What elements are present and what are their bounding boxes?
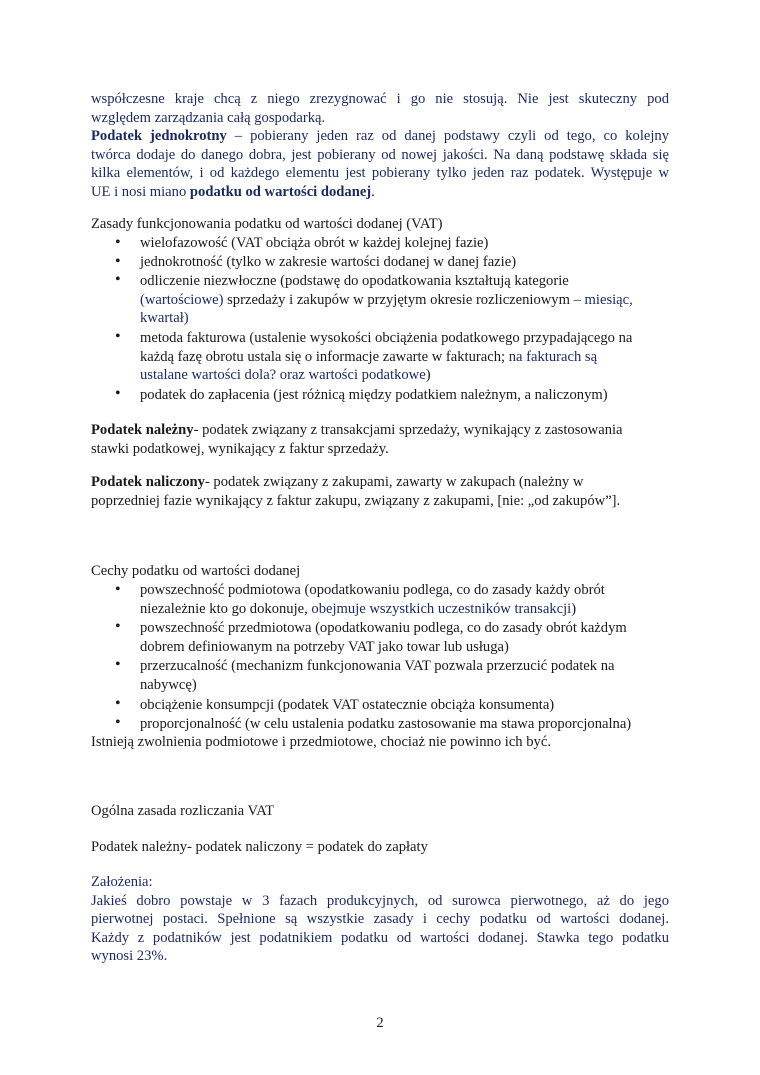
jednokrotny-line-4	[91, 183, 669, 202]
zasady-item-1-text: wielofazowość (VAT obciąża obrót w każdej kolejnej fazie)	[140, 235, 489, 251]
zalozenia-line-1: Jakieś dobro powstaje w 3 fazach produkcyjnych, od surowca pierwotnego, aż do jego	[91, 892, 669, 909]
cechy-item-3-line-1: • przerzucalność (mechanizm funkcjonowania VAT pozwala przerzucić podatek na	[140, 658, 615, 675]
jednokrotny-line-4-pre: UE i nosi miano	[91, 183, 190, 200]
zasady-item-4-line-2	[140, 348, 669, 367]
intro-line-2: względem zarządzania całą gospodarką.	[91, 109, 326, 126]
list-item	[91, 253, 669, 272]
zasady-item-3-line-3: kwartał)	[140, 310, 189, 327]
naliczony-line-1-text: - podatek związany z zakupami, zawarty w zakupach (należny w	[204, 474, 584, 490]
zasady-item-3-mid: sprzedaży i zakupów w przyjętym okresie rozliczeniowym	[223, 291, 574, 308]
zalozenia-paragraph	[91, 873, 669, 966]
list-item	[91, 714, 669, 734]
zasady-item-4-navy: na fakturach są	[508, 348, 598, 365]
jednokrotny-line-1	[91, 127, 669, 146]
cechy-item-1-line-1: • powszechność podmiotowa (opodatkowaniu podlega, co do zasady każdy obrót	[140, 582, 605, 598]
nalezny-line-1	[91, 421, 669, 440]
zasady-item-3-navy-2: – miesiąc,	[573, 291, 633, 308]
cechy-item-1-post: )	[571, 600, 577, 617]
zasady-item-4-navy-2: ustalane wartości dola? oraz wartości podatkowe	[140, 367, 426, 384]
ogolna-formula: Podatek należny- podatek naliczony = podatek do zapłaty	[91, 839, 428, 855]
list-item	[91, 581, 669, 618]
list-item	[91, 234, 669, 253]
page-number: 2	[376, 1015, 384, 1031]
zasady-item-4-post: )	[425, 367, 431, 384]
naliczony-line-1	[91, 473, 669, 492]
nalezny-term: Podatek należny	[91, 422, 194, 438]
zalozenia-line-4: wynosi 23%.	[91, 948, 168, 965]
naliczony-line-2: poprzedniej fazie wynikający z faktur zakupu, związany z zakupami, [nie: „od zakupów”].	[91, 492, 621, 509]
nalezny-paragraph	[91, 421, 669, 458]
cechy-item-1-navy: obejmuje wszystkich uczestników transakcji	[311, 600, 572, 617]
zasady-item-5-text: podatek do zapłacenia (jest różnicą między podatkiem należnym, a naliczonym)	[140, 386, 608, 403]
vat-term: podatku od wartości dodanej	[189, 183, 372, 200]
zasady-item-2-text: jednokrotność (tylko w zakresie wartości dodanej w danej fazie)	[140, 253, 517, 270]
zalozenia-line-3: Każdy z podatników jest podatnikiem podatku od wartości dodanej. Stawka tego podatku	[91, 929, 669, 946]
list-item	[91, 695, 669, 715]
list-item	[91, 328, 669, 385]
jednokrotny-paragraph	[91, 127, 669, 201]
cechy-item-2-line-1: • powszechność przedmiotowa (opodatkowaniu podlega, co do zasady obrót każdym	[140, 620, 627, 637]
cechy-heading: Cechy podatku od wartości dodanej	[91, 563, 301, 579]
nalezny-line-1-text: - podatek związany z transakcjami sprzedaży, wynikający z zastosowania	[193, 422, 623, 438]
cechy-item-3-line-2: nabywcę)	[140, 676, 197, 693]
cechy-item-1-line-2	[140, 600, 669, 619]
list-item	[91, 385, 669, 405]
jednokrotny-line-4-post: .	[371, 183, 375, 200]
list-item	[91, 656, 669, 694]
jednokrotny-line-3: kilka elementów, i od każdego elementu jest pobierany tylko jeden raz podatek. Występuje w	[91, 165, 669, 182]
zasady-list	[91, 234, 669, 404]
zasady-heading: Zasady funkcjonowania podatku od wartości dodanej (VAT)	[91, 216, 443, 232]
cechy-item-1-pre: niezależnie kto go dokonuje,	[140, 600, 312, 617]
cechy-item-5-line-1: • proporcjonalność (w celu ustalenia podatku zastosowanie ma stawa proporcjonalna)	[140, 716, 632, 733]
zasady-item-4-line-1: • metoda fakturowa (ustalenie wysokości obciążenia podatkowego przypadającego na	[140, 329, 633, 346]
zasady-item-4-pre: każdą fazę obrotu ustala się o informacje zawarte w fakturach;	[140, 348, 509, 365]
zalozenia-line-2: pierwotnej postaci. Spełnione są wszystkie zasady i cechy podatku od wartości dodanej.	[91, 911, 669, 928]
naliczony-term: Podatek naliczony	[91, 474, 205, 490]
intro-paragraph	[91, 90, 669, 127]
jednokrotny-term: Podatek jednokrotny	[91, 128, 227, 144]
zasady-item-3-line-2	[140, 291, 669, 310]
list-item	[91, 618, 669, 656]
list-item	[91, 271, 669, 328]
zalozenia-heading: Założenia:	[91, 874, 153, 890]
zasady-item-3-line-1: • odliczenie niezwłoczne (podstawę do opodatkowania kształtują kategorie	[140, 273, 569, 290]
nalezny-line-2: stawki podatkowej, wynikający z faktur sprzedaży.	[91, 440, 389, 457]
jednokrotny-line-2: twórca dodaje do danego dobra, jest pobierany od nowej jakości. Na daną podstawę składa się	[91, 146, 669, 163]
ogolna-heading: Ogólna zasada rozliczania VAT	[91, 803, 275, 819]
zasady-item-3-navy-1: (wartościowe)	[140, 291, 224, 308]
cechy-item-4-line-1: • obciążenie konsumpcji (podatek VAT ostatecznie obciąża konsumenta)	[140, 696, 555, 713]
jednokrotny-line-1-text: – pobierany jeden raz od danej podstawy czyli od tego, co kolejny	[226, 128, 669, 144]
naliczony-paragraph	[91, 473, 669, 510]
zasady-item-4-line-3	[140, 366, 669, 385]
cechy-list	[91, 581, 669, 734]
cechy-note: Istnieją zwolnienia podmiotowe i przedmiotowe, chociaż nie powinno ich być.	[91, 734, 551, 750]
intro-line-1: współczesne kraje chcą z niego zrezygnować i go nie stosują. Nie jest skuteczny pod	[91, 91, 669, 107]
cechy-item-2-line-2: dobrem definiowanym na potrzeby VAT jako towar lub usługa)	[140, 638, 509, 655]
